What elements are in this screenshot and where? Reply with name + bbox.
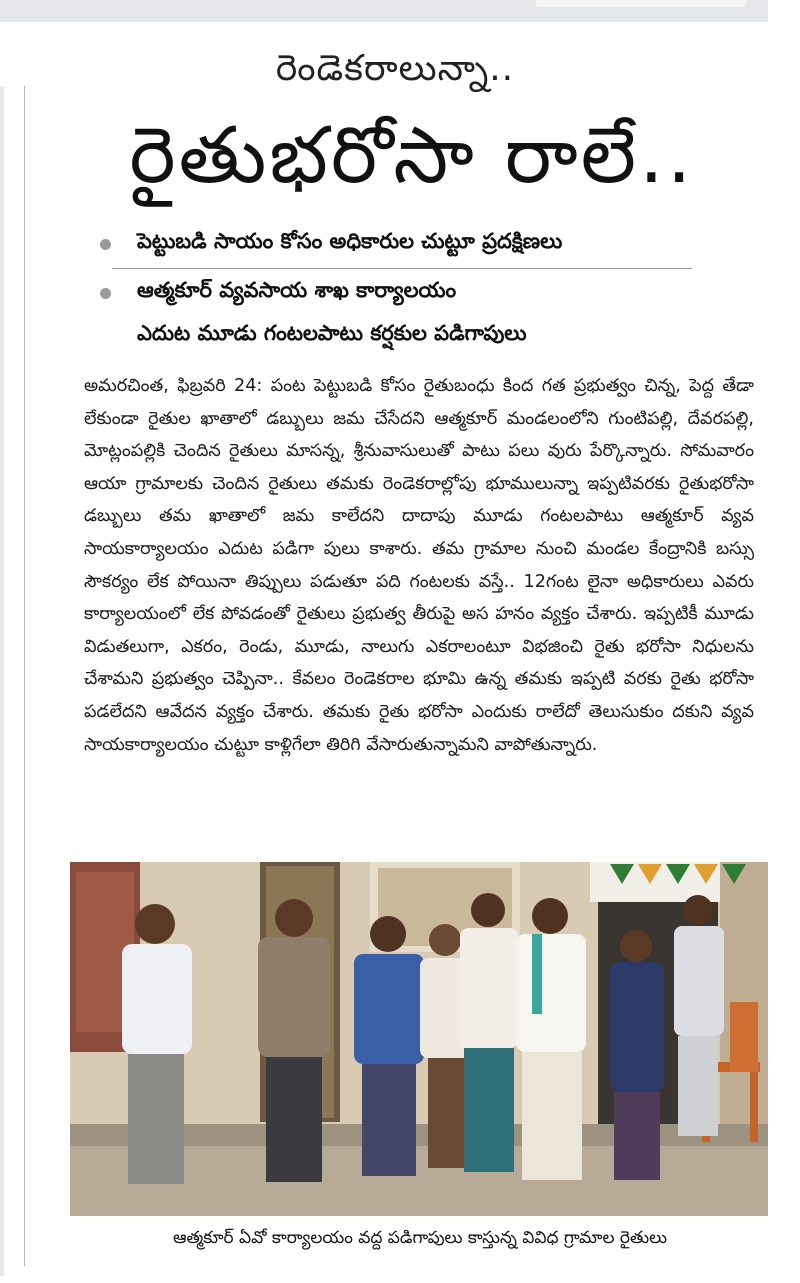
- bullet-divider: [112, 268, 692, 269]
- photo-caption: ఆత్మకూర్ ఏవో కార్యాలయం వద్ద పడిగాపులు కాస్తున్న వివిధ గ్రామాల రైతులు: [172, 1228, 668, 1248]
- deck-bullet: [100, 273, 700, 313]
- news-photo: [70, 862, 768, 1216]
- deck-bullets: [100, 224, 700, 353]
- deck-bullet: [100, 224, 700, 264]
- left-column-edge: [0, 86, 4, 1276]
- bullet-dot-icon: [100, 239, 111, 250]
- bullet-dot-icon: [100, 288, 111, 299]
- column-rule: [24, 86, 25, 1266]
- farmers-photo-illustration: [70, 862, 768, 1216]
- deck-bullet-continuation: ఎదుట మూడు గంటలపాటు కర్షకుల పడిగాపులు: [137, 321, 527, 345]
- headline: రైతుభరోసా రాలే..: [129, 111, 695, 201]
- deck-bullet-text: పెట్టుబడి సాయం కోసం అధికారుల చుట్టూ ప్రదక్షిణలు: [137, 229, 563, 253]
- deck-bullet-text: ఆత్మకూర్ వ్యవసాయ శాఖ కార్యాలయం: [137, 278, 457, 302]
- top-strip-fragment: [536, 0, 746, 7]
- article-body: అమరచింత, ఫిబ్రవరి 24: పంట పెట్టుబడి కోసం రైతుబంధు కింద గత ప్రభుత్వం చిన్న, పెద్ద తేడా లేకుండా రైతుల ఖాతాలో డబ్బులు జమ చేసేదని ఆత్మకూర్ మండలంలోని గుంటిపల్లి, దేవరపల్లి, మోట్లంపల్లికి చెందిన రైతులు మాసన్న, శ్రీనువాసులుతో పాటు పలు వురు పేర్కొన్నారు. సోమవారం ఆయా గ్రామాలకు చెందిన రైతులు తమకు రెండెకరాల్లోపు భూములున్నా ఇప్పటివరకు రైతుభరోసా డబ్బులు తమ ఖాతాలో జమ కాలేదని దాదాపు మూడు గంటలపాటు ఆత్మకూర్ వ్యవ సాయకార్యాలయం ఎదుట పడిగా పులు కాశారు. తమ గ్రామాల నుంచి మండల కేంద్రానికి బస్సు సౌకర్యం లేక పోయినా తిప్పులు పడుతూ పది గంటలకు వస్తే.. 12గంట లైనా అధికారులు ఎవరు కార్యాలయంలో లేక పోవడంతో రైతులు ప్రభుత్వ తీరుపై అస హనం వ్యక్తం చేశారు. ఇప్పటికీ మూడు విడుతలుగా, ఎకరం, రెండు, మూడు, నాలుగు ఎకరాలంటూ విభజించి రైతు భరోసా నిధులను చేశామని ప్రభుత్వం చెప్పినా.. కేవలం రెండెకరాల భూమి ఉన్న తమకు ఇప్పటి వరకు రైతు భరోసా పడలేదని ఆవేదన వ్యక్తం చేశారు. తమకు రైతు భరోసా ఎందుకు రాలేదో తెలుసుకుం దకుని వ్యవ సాయకార్యాలయం చుట్టూ కాళ్లిగేలా తిరిగి వేసారుతున్నామని వాపోతున్నారు.: [84, 376, 754, 755]
- kicker-heading: రెండెకరాలున్నా..: [275, 48, 515, 89]
- top-strip: [0, 0, 768, 22]
